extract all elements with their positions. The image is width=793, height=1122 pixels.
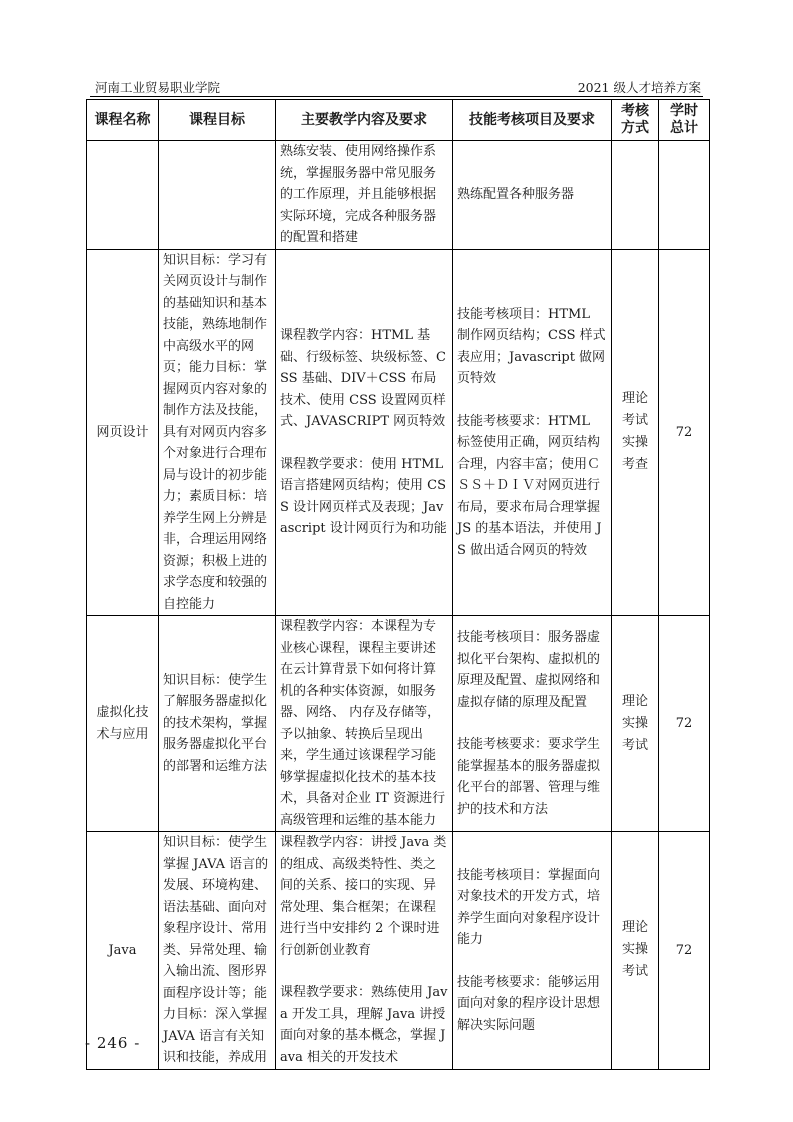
skills-cell (453, 832, 612, 1070)
skills-paragraph: 技能考核项目：服务器虚拟化平台架构、虚拟机的原理及配置、虚拟网络和虚拟存储的原理及配置 (457, 630, 601, 710)
skills-cell (453, 616, 612, 832)
course-goal-cell: 知识目标：学习有关网页设计与制作的基础知识和基本技能，熟练地制作中高级水平的网页；能力目标：掌握网页内容对象的制作方法及技能，具有对网页内容多个对象进行合理布局与设计的初步能力；素质目标：培养学生网上分辨是非，合理运用网络资源；积极上进的求学态度和较强的自控能力 (159, 249, 276, 616)
skills-paragraph: 熟练配置各种服务器 (457, 187, 575, 202)
content-paragraph: 课程教学内容：HTML 基础、行级标签、块级标签、CSS 基础、DIV＋CSS 布局技术、使用 CSS 设置网页样式、JAVASCRIPT 网页特效 (280, 328, 446, 429)
content-paragraph: 课程教学内容：本课程为专业核心课程，课程主要讲述在云计算背景下如何将计算机的各种实体资源，如服务器、网络、 内存及存储等，予以抽象、转换后呈现出来，学生通过该课程学习能够掌握虚拟化技术的基本技术，具备对企业 IT 资源进行高级管理和运维的基本能力 (280, 619, 446, 828)
hours-cell: 72 (659, 832, 710, 1070)
col-header-assessment: 考核 方式 (612, 100, 659, 141)
content-cell (276, 832, 453, 1070)
course-goal-cell (159, 141, 276, 250)
assessment-text: 理论 实操 考试 (621, 693, 648, 753)
skills-paragraph: 技能考核要求：HTML 标签使用正确，网页结构合理，内容丰富；使用ＣＳＳ＋ＤＩＶ对网页进行布局，要求布局合理掌握 JS 的基本语法，并使用 JS 做出适合网页的特效 (457, 413, 602, 558)
course-name-cell: 虚拟化技术与应用 (87, 616, 159, 832)
skills-paragraph: 技能考核要求：能够运用面向对象的程序设计思想解决实际问题 (457, 974, 601, 1033)
course-goal-cell: 知识目标：使学生了解服务器虚拟化的技术架构，掌握服务器虚拟化平台的部署和运维方法 (159, 616, 276, 832)
skills-cell (453, 141, 612, 250)
col-header-content: 主要教学内容及要求 (276, 100, 453, 141)
assessment-cell (612, 832, 659, 1070)
col-header-hours: 学时 总计 (659, 100, 710, 141)
course-name-cell: 网页设计 (87, 249, 159, 616)
content-paragraph: 课程教学要求：使用 HTML 语言搭建网页结构；使用 CSS 设计网页样式及表现；Javascript 设计网页行为和功能 (280, 456, 447, 536)
assessment-cell (612, 616, 659, 832)
hours-cell: 72 (659, 616, 710, 832)
header-rule (90, 96, 703, 97)
assessment-cell (612, 141, 659, 250)
skills-cell (453, 249, 612, 616)
table-row (87, 141, 710, 250)
header-school-name: 河南工业贸易职业学院 (95, 80, 221, 95)
course-goal-cell: 知识目标：使学生掌握 JAVA 语言的发展、环境构建、语法基础、面向对象程序设计、常用类、异常处理、输入输出流、图形界面程序设计等；能力目标：深入掌握 JAVA 语言有关知识和技能，养成用 (159, 832, 276, 1070)
col-header-course-goal: 课程目标 (159, 100, 276, 141)
hours-cell: 72 (659, 249, 710, 616)
assessment-text: 理论 实操 考试 (621, 920, 648, 980)
course-name-cell: Java (87, 832, 159, 1070)
col-header-skills: 技能考核项目及要求 (453, 100, 612, 141)
assessment-cell (612, 249, 659, 616)
course-table (86, 99, 710, 1070)
assessment-text: 理论 考试 实操 考查 (621, 391, 648, 473)
content-paragraph: 课程教学内容：讲授 Java 类的组成、高级类特性、类之间的关系、接口的实现、异常处理、集合框架；在课程进行当中安排约 2 个课时进行创新创业教育 (280, 835, 447, 958)
hours-cell (659, 141, 710, 250)
table-row (87, 832, 710, 1070)
skills-paragraph: 技能考核项目：掌握面向对象技术的开发方式，培养学生面向对象程序设计能力 (457, 867, 601, 947)
course-name-cell (87, 141, 159, 250)
content-paragraph: 课程教学要求：熟练使用 Java 开发工具，理解 Java 讲授面向对象的基本概念，掌握 Java 相关的开发技术 (280, 985, 448, 1065)
content-cell (276, 249, 453, 616)
skills-paragraph: 技能考核要求：要求学生能掌握基本的服务器虚拟化平台的部署、管理与维护的技术和方法 (457, 737, 601, 817)
header-plan-title: 2021 级人才培养方案 (577, 80, 701, 95)
table-row (87, 616, 710, 832)
content-cell (276, 141, 453, 250)
table-row (87, 249, 710, 616)
skills-paragraph: 技能考核项目：HTML 制作网页结构；CSS 样式表应用；Javascript 做网页特效 (457, 306, 606, 386)
content-cell (276, 616, 453, 832)
content-paragraph: 熟练安装、使用网络操作系统，掌握服务器中常见服务的工作原理，并且能够根据实际环境，完成各种服务器的配置和搭建 (280, 144, 437, 245)
page-number: - 246 - (85, 1034, 141, 1052)
col-header-course-name: 课程名称 (87, 100, 159, 141)
table-header-row (87, 100, 710, 141)
